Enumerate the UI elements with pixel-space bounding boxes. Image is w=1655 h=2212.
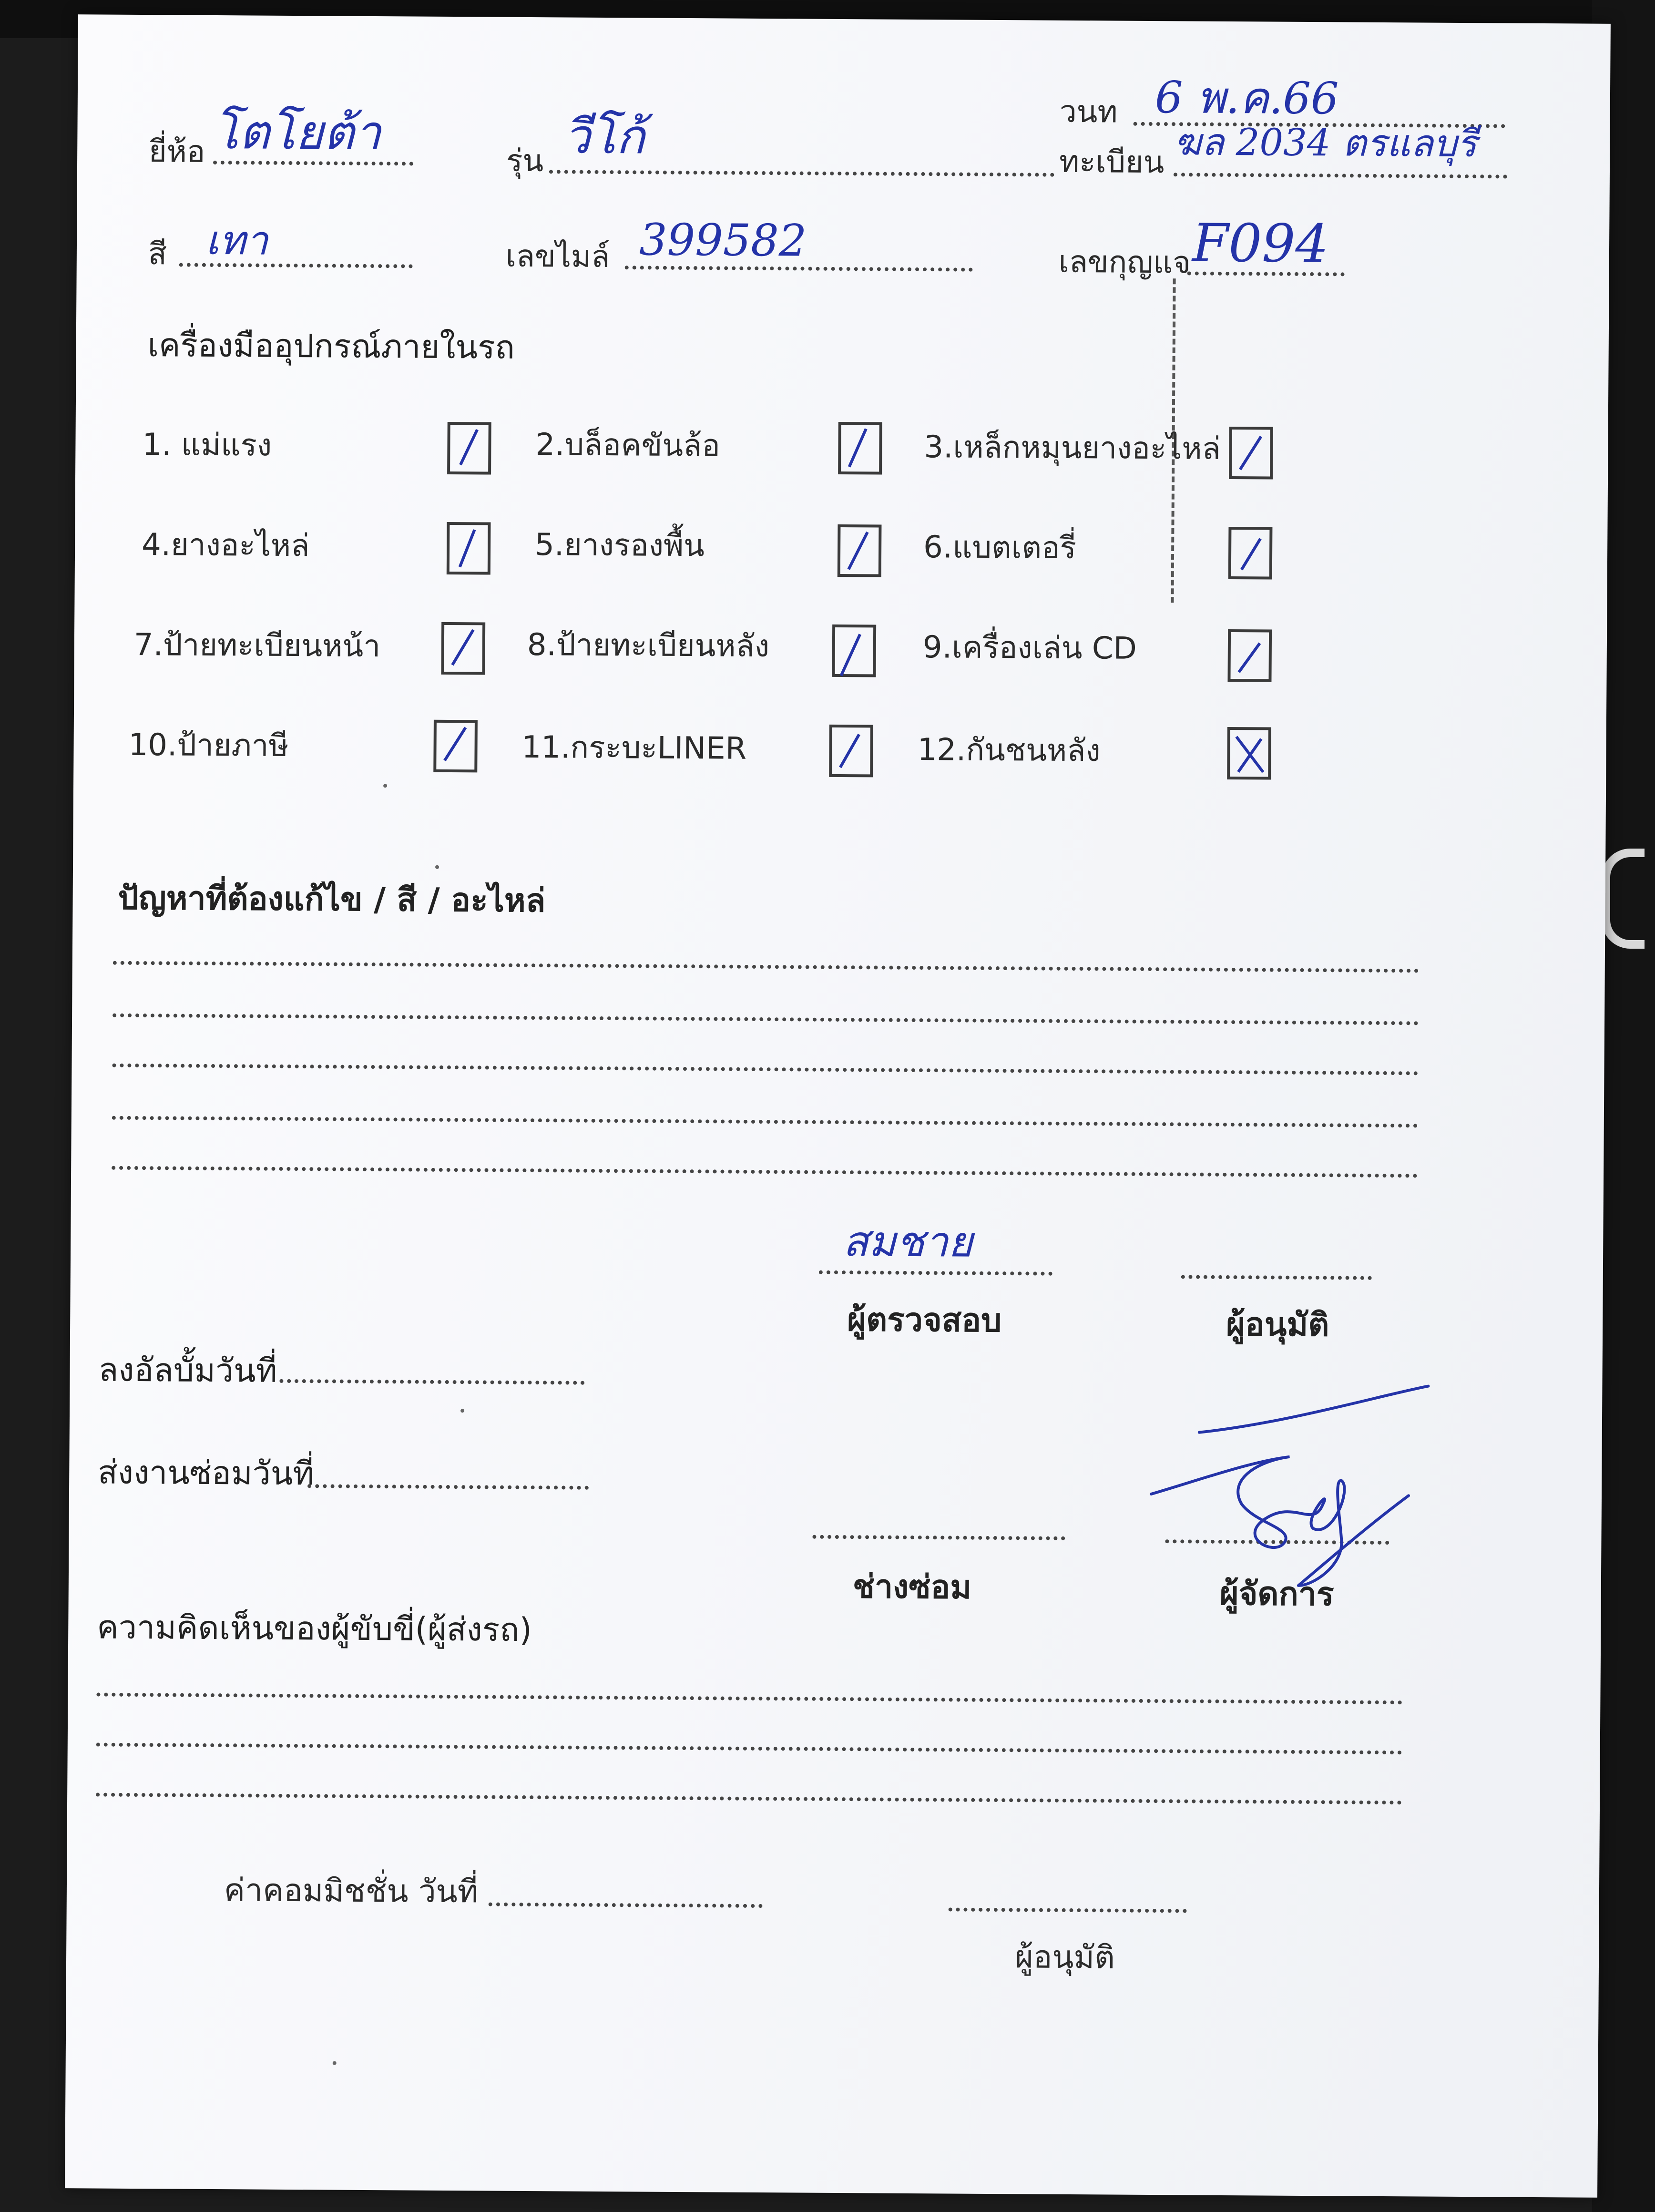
inspection-form-sheet <box>65 14 1611 2198</box>
color-value: เทา <box>205 216 268 264</box>
equipment-checkbox-2[interactable] <box>838 422 882 475</box>
mileage-label: เลขไมล์ <box>505 238 610 275</box>
equipment-label-6: 6.แบตเตอรี่ <box>923 530 1077 566</box>
equipment-label-3: 3.เหล็กหมุนยางอะไหล่ <box>924 430 1221 467</box>
equipment-checkbox-8[interactable] <box>832 625 876 677</box>
equipment-title: เครื่องมืออุปกรณ์ภายในรถ <box>147 327 515 367</box>
model-value: วีโก้ <box>563 108 645 165</box>
paper-speck <box>435 865 439 869</box>
paper-speck <box>383 784 387 788</box>
equipment-checkbox-3[interactable] <box>1229 427 1273 480</box>
plate-value: ฆล 2034 ตรแลบุรี <box>1174 121 1477 166</box>
date-label: วนท <box>1059 94 1118 130</box>
problems-line-3[interactable] <box>112 1064 1418 1075</box>
equipment-label-4: 4.ยางอะไหล่ <box>141 527 310 564</box>
repair-date-line[interactable] <box>307 1484 589 1490</box>
commission-label: ค่าคอมมิชชั่น วันที่ <box>224 1872 479 1910</box>
equipment-checkbox-1[interactable] <box>447 422 491 475</box>
problems-title: ปัญหาที่ต้องแก้ไข / สี / อะไหล่ <box>118 879 546 920</box>
equipment-label-1: 1. แม่แรง <box>142 427 272 463</box>
mileage-value: 399582 <box>639 214 807 266</box>
comments-line-2[interactable] <box>96 1743 1402 1755</box>
approver-label: ผู้อนุมัติ <box>1226 1305 1329 1344</box>
model-line <box>549 170 1054 176</box>
equipment-checkbox-11[interactable] <box>829 725 873 778</box>
equipment-checkbox-6[interactable] <box>1228 527 1273 580</box>
album-date-line[interactable] <box>279 1379 584 1385</box>
equipment-label-9: 9.เครื่องเล่น CD <box>922 630 1137 666</box>
key-value: F094 <box>1192 212 1329 275</box>
equipment-label-11: 11.กระบะLINER <box>521 729 747 767</box>
brand-label: ยี่ห้อ <box>148 134 205 170</box>
mechanic-label: ช่างซ่อม <box>852 1568 972 1607</box>
manager-signature <box>1141 1384 1429 1596</box>
equipment-label-7: 7.ป้ายทะเบียนหน้า <box>133 627 381 665</box>
manager-label: ผู้จัดการ <box>1219 1575 1334 1614</box>
repair-date-label: ส่งงานซ่อมวันที่ <box>98 1454 315 1493</box>
equipment-label-8: 8.ป้ายทะเบียนหลัง <box>527 627 770 665</box>
equipment-label-2: 2.บล็อคขันล้อ <box>535 427 720 464</box>
album-date-label: ลงอัลบั้มวันที่ <box>98 1351 277 1390</box>
brand-line <box>213 161 413 166</box>
brand-value: โตโยต้า <box>213 103 381 161</box>
equipment-label-5: 5.ยางรองพื้น <box>534 527 705 564</box>
date-value: 6 พ.ค.66 <box>1154 72 1339 124</box>
equipment-label-12: 12.กันชนหลัง <box>917 732 1101 769</box>
equipment-checkbox-5[interactable] <box>838 524 882 577</box>
commission-approver-line <box>949 1907 1187 1913</box>
mileage-line <box>625 266 973 271</box>
inspector-label: ผู้ตรวจสอบ <box>847 1301 1002 1340</box>
comments-line-3[interactable] <box>96 1793 1402 1805</box>
problems-line-2[interactable] <box>112 1014 1419 1025</box>
key-label: เลขกุญแจ <box>1058 244 1191 281</box>
mechanic-sign-line <box>812 1535 1065 1540</box>
problems-line-4[interactable] <box>112 1116 1418 1128</box>
equipment-checkbox-7[interactable] <box>441 622 486 675</box>
color-line <box>179 263 413 268</box>
comments-title: ความคิดเห็นของผู้ขับขี่(ผู้ส่งรถ) <box>97 1608 532 1649</box>
approver-sign-line <box>1181 1275 1372 1280</box>
paper-speck <box>333 2061 337 2065</box>
problems-line-5[interactable] <box>112 1166 1418 1178</box>
plate-line <box>1174 173 1507 178</box>
commission-date-line[interactable] <box>489 1903 763 1908</box>
commission-approver-label: ผู้อนุมัติ <box>1014 1938 1115 1976</box>
inspector-sign-line <box>819 1270 1052 1276</box>
equipment-checkbox-12[interactable] <box>1227 727 1271 780</box>
paper-speck <box>460 1409 464 1413</box>
comments-line-1[interactable] <box>96 1693 1402 1705</box>
background-logo-fragment <box>1602 849 1645 949</box>
inspector-signature: สมชาย <box>842 1217 973 1267</box>
equipment-label-10: 10.ป้ายภาษี <box>128 727 289 764</box>
color-label: สี <box>148 236 167 272</box>
equipment-checkbox-9[interactable] <box>1227 629 1272 682</box>
model-label: รุ่น <box>506 143 544 179</box>
plate-label: ทะเบียน <box>1059 144 1165 181</box>
equipment-checkbox-4[interactable] <box>447 522 491 575</box>
equipment-checkbox-10[interactable] <box>433 720 478 773</box>
problems-line-1[interactable] <box>113 961 1419 973</box>
